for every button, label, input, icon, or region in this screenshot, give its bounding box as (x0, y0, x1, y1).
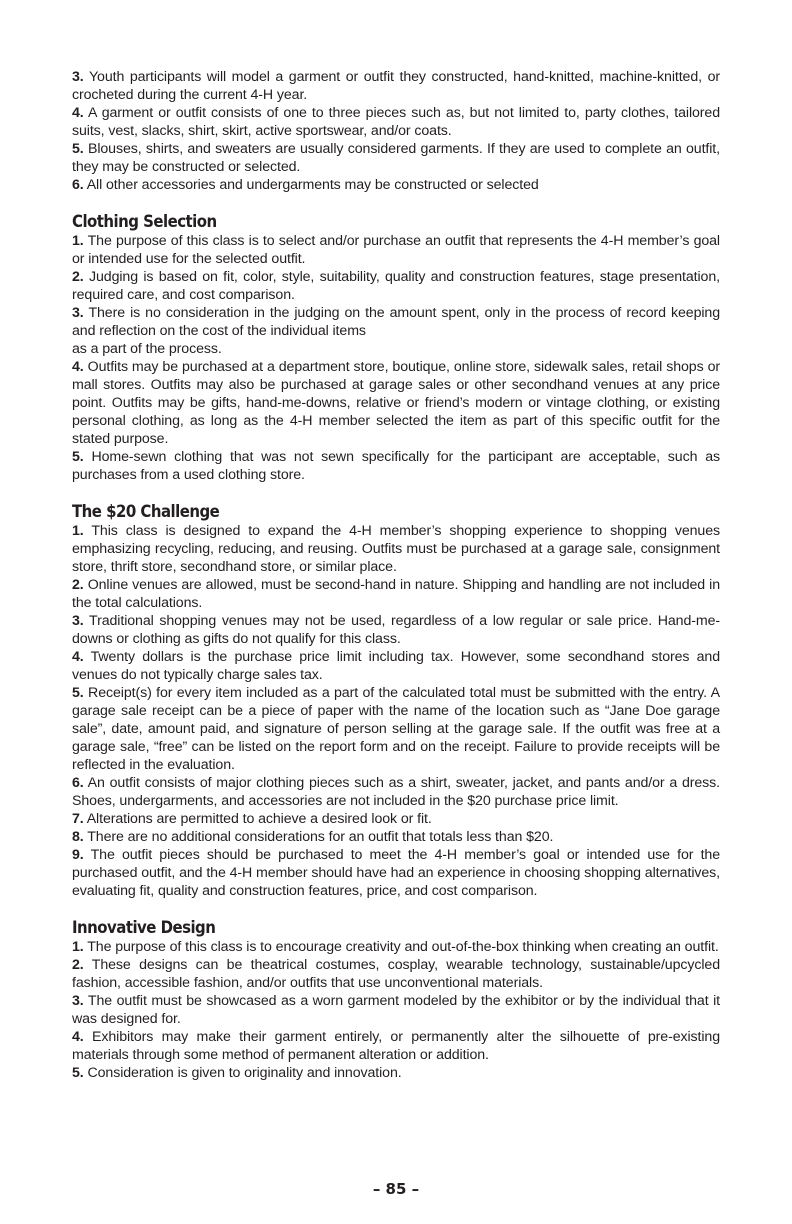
section-innovative-design (72, 918, 720, 1082)
intro-list (72, 68, 720, 194)
list-item: 5. Blouses, shirts, and sweaters are usually considered garments. If they are used to complete an outfit, they may be constructed or selected. (72, 141, 720, 175)
list-item: 6. An outfit consists of major clothing pieces such as a shirt, sweater, jacket, and pants and/or a dress. Shoes, undergarments, and accessories are not included in the $20 purchase price limit. (72, 775, 720, 809)
page-number: – 85 – (372, 1180, 420, 1198)
list-item: 4. A garment or outfit consists of one to three pieces such as, but not limited to, party clothes, tailored suits, vest, slacks, shirt, skirt, active sportswear, and/or coats. (72, 105, 720, 139)
list-item: 4. Exhibitors may make their garment entirely, or permanently alter the silhouette of pre-existing materials through some method of permanent alteration or addition. (72, 1029, 720, 1063)
document-page (72, 68, 720, 1082)
list-item: 2. Judging is based on fit, color, style, suitability, quality and construction features, stage presentation, required care, and cost comparison. (72, 269, 720, 303)
list-item: 9. The outfit pieces should be purchased to meet the 4-H member’s goal or intended use for the purchased outfit, and the 4-H member should have had an experience in choosing shopping alternatives, evaluating fit, quality and construction features, price, and cost comparison. (72, 847, 720, 899)
list-item: 3. There is no consideration in the judging on the amount spent, only in the process of record keeping and reflection on the cost of the individual items (72, 305, 720, 339)
section-20-challenge (72, 502, 720, 900)
list-item: 3. Traditional shopping venues may not be used, regardless of a low regular or sale price. Hand-me-downs or clothing as gifts do not qualify for this class. (72, 613, 720, 647)
list-item: 4. Twenty dollars is the purchase price limit including tax. However, some secondhand stores and venues do not typically charge sales tax. (72, 649, 720, 683)
list-item: 7. Alterations are permitted to achieve a desired look or fit. (72, 811, 432, 827)
list-item: 2. These designs can be theatrical costumes, cosplay, wearable technology, sustainable/upcycled fashion, accessible fashion, and/or outfits that use unconventional materials. (72, 957, 720, 991)
section-title: Innovative Design (72, 918, 216, 938)
list-item: 6. All other accessories and undergarments may be constructed or selected (72, 177, 539, 193)
list-item-continuation: as a part of the process. (72, 341, 222, 357)
list-item: 1. This class is designed to expand the 4-H member’s shopping experience to shopping venues emphasizing recycling, reducing, and reusing. Outfits must be purchased at a garage sale, consignment store, thrift store, secondhand store, or similar place. (72, 523, 720, 575)
section-clothing-selection (72, 212, 720, 484)
list-item: 5. Home-sewn clothing that was not sewn specifically for the participant are acceptable, such as purchases from a used clothing store. (72, 449, 720, 483)
list-item: 5. Consideration is given to originality and innovation. (72, 1065, 402, 1081)
list-item: 4. Outfits may be purchased at a department store, boutique, online store, sidewalk sales, retail shops or mall stores. Outfits may also be purchased at garage sales or other secondhand venues at any price point. Outfits may be gifts, hand-me-downs, relative or friend’s modern or vintage clothing, or existing personal clothing, as long as the 4-H member selected the item as part of this specific outfit for the stated purpose. (72, 359, 720, 447)
list-item: 1. The purpose of this class is to encourage creativity and out-of-the-box thinking when creating an outfit. (72, 939, 719, 955)
list-item: 1. The purpose of this class is to select and/or purchase an outfit that represents the 4-H member’s goal or intended use for the selected outfit. (72, 233, 720, 267)
list-item: 3. The outfit must be showcased as a worn garment modeled by the exhibitor or by the individual that it was designed for. (72, 993, 720, 1027)
list-item: 3. Youth participants will model a garment or outfit they constructed, hand-knitted, machine-knitted, or crocheted during the current 4-H year. (72, 69, 720, 103)
section-title: The $20 Challenge (72, 502, 220, 522)
list-item: 2. Online venues are allowed, must be second-hand in nature. Shipping and handling are not included in the total calculations. (72, 577, 720, 611)
list-item: 8. There are no additional considerations for an outfit that totals less than $20. (72, 829, 554, 845)
list-item: 5. Receipt(s) for every item included as a part of the calculated total must be submitted with the entry. A garage sale receipt can be a piece of paper with the name of the location such as “Jane Doe garage sale”, date, amount paid, and signature of person selling at the garage sale. If the outfit was free at a garage sale, “free” can be listed on the report form and on the receipt. Failure to provide receipts will be reflected in the evaluation. (72, 685, 720, 773)
section-title: Clothing Selection (72, 212, 217, 232)
